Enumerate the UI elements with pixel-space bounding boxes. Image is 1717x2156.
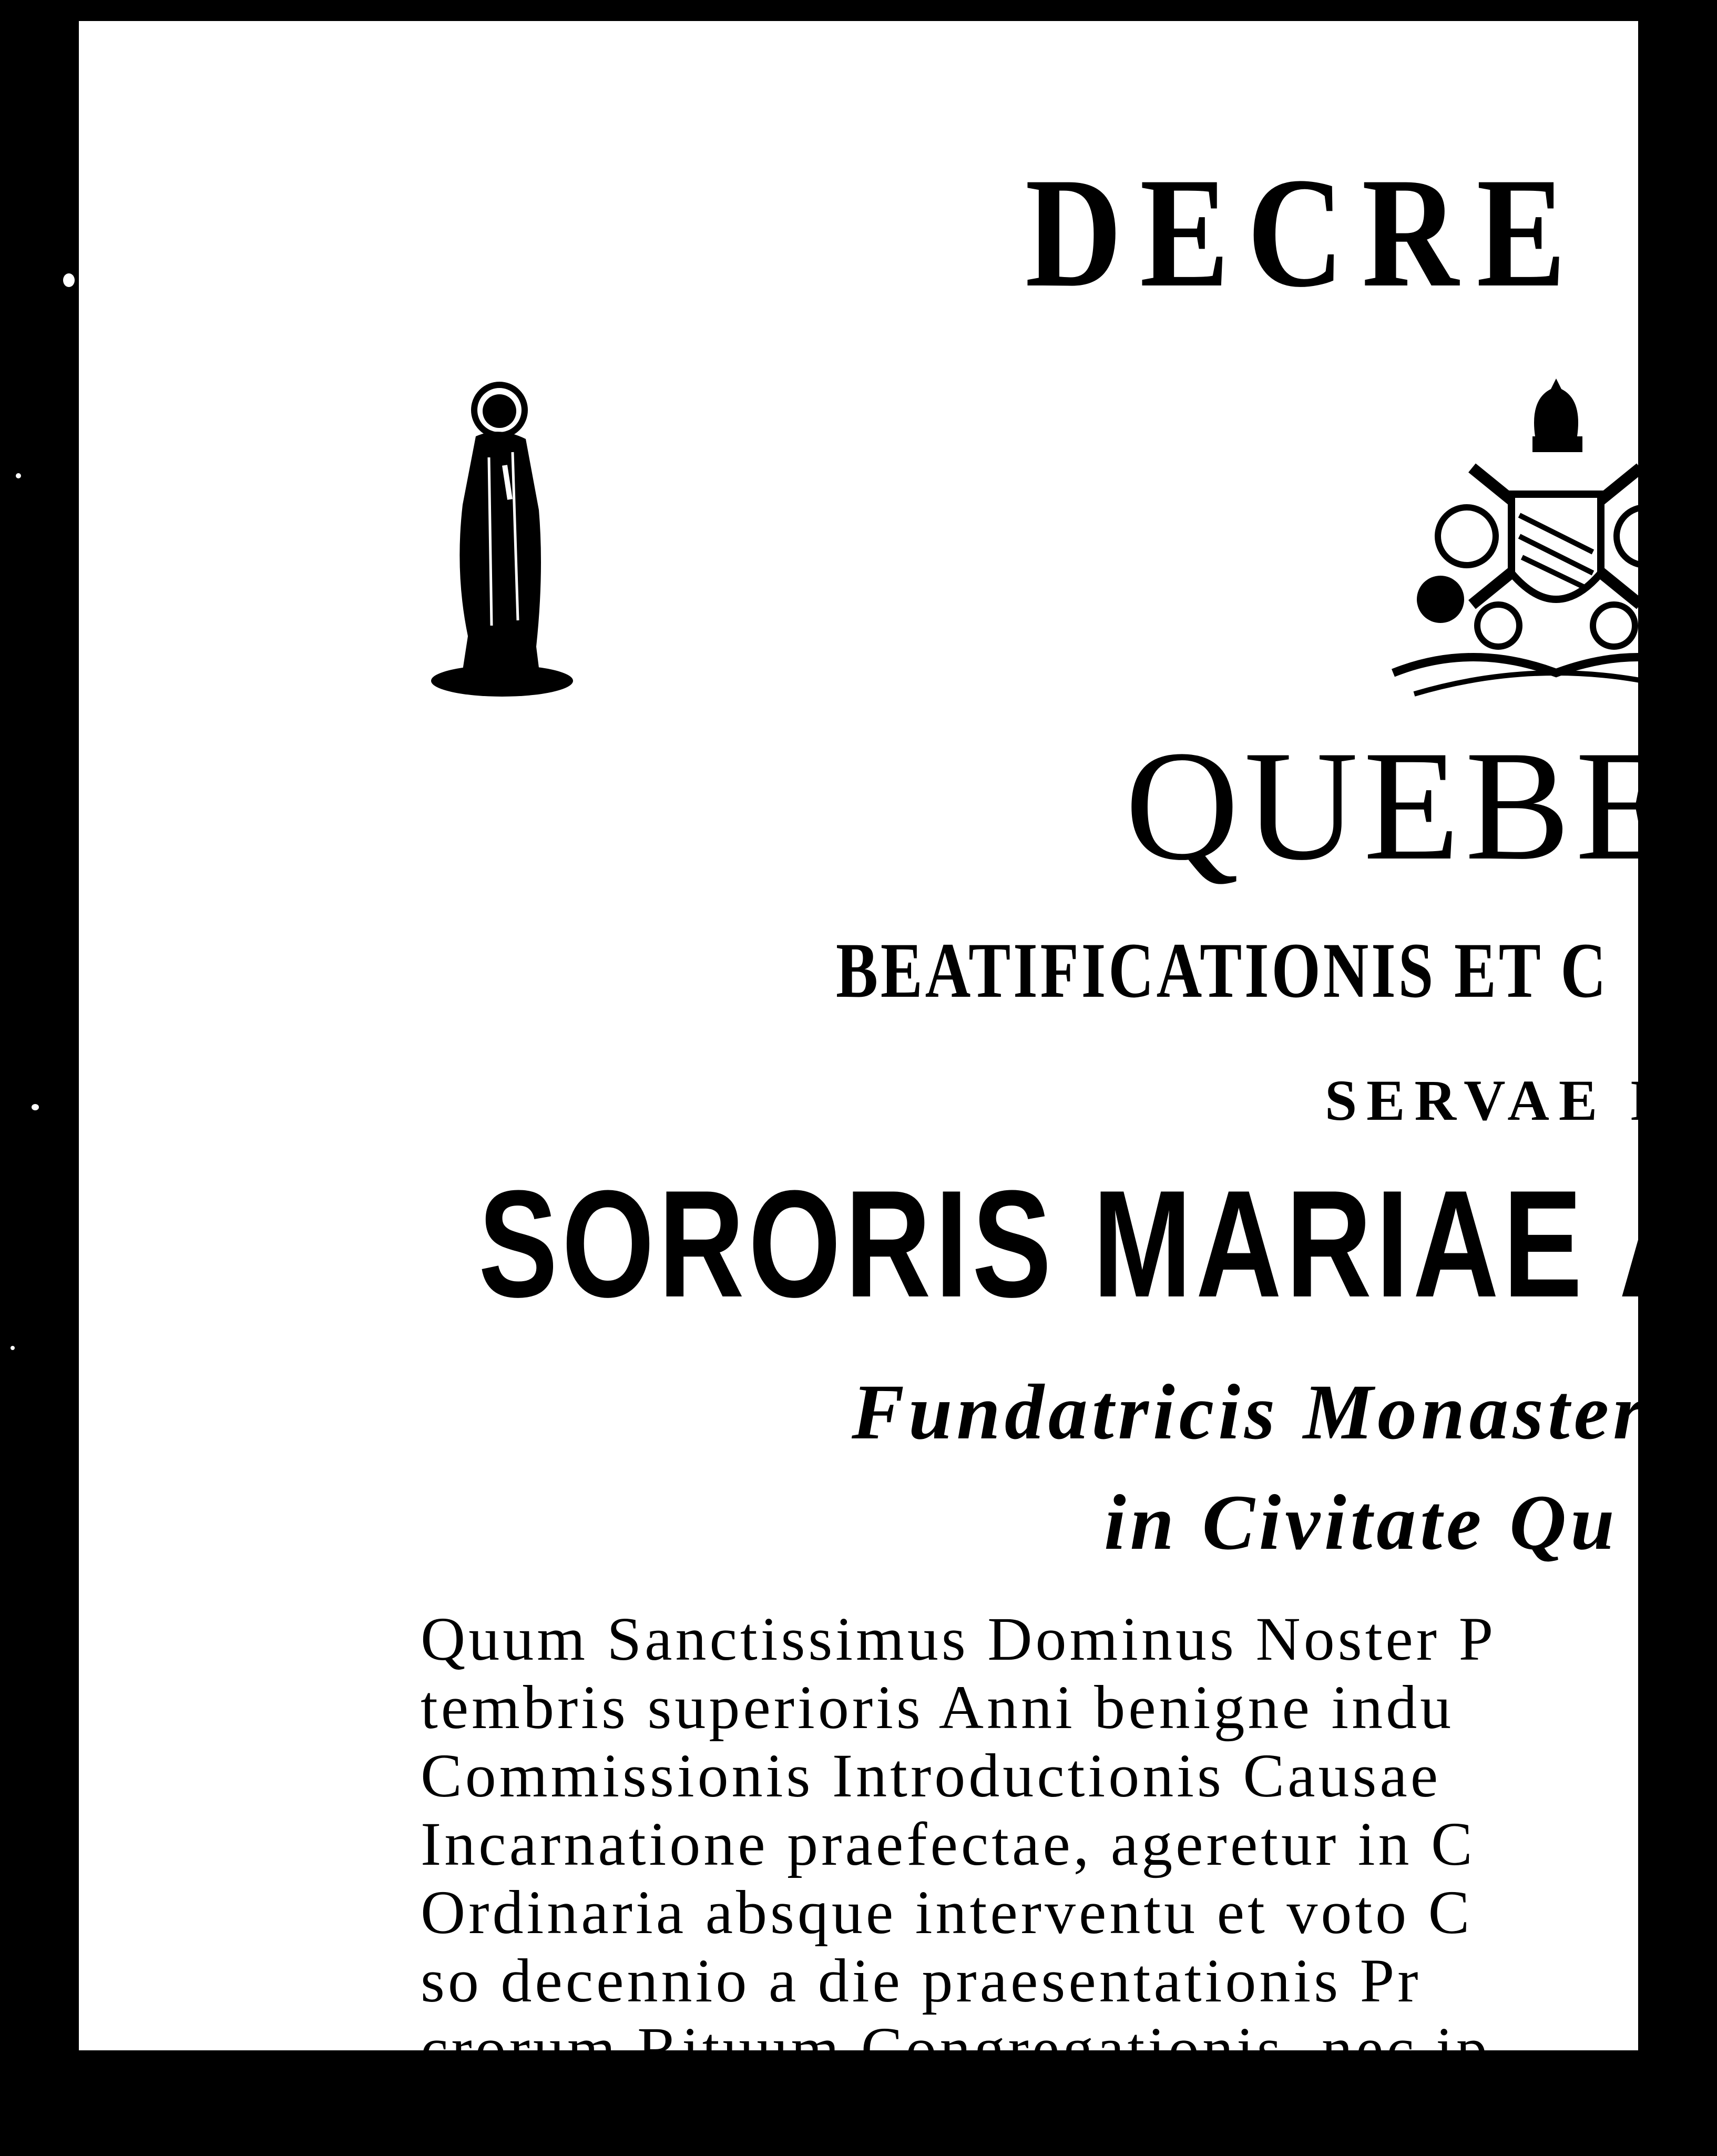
- body-line: Commissionis Introductionis Causae: [421, 1741, 1442, 1810]
- document-servae: SERVAE D: [1325, 1068, 1682, 1132]
- body-line: crorum Rituum Congregationis, nec ip: [421, 2015, 1490, 2083]
- document-fundatricis-2: in Civitate Qu: [1104, 1479, 1619, 1566]
- body-line: Incarnatione praefectae, ageretur in C: [421, 1810, 1476, 1878]
- document-city: QUEBE: [1125, 718, 1677, 893]
- body-line: tembris superioris Anni benigne indu: [421, 1673, 1455, 1742]
- document-page: [79, 21, 1709, 2154]
- scan-speck: [11, 1346, 15, 1350]
- body-line: so decennio a die praesentationis Pr: [421, 1946, 1422, 2015]
- document-fundatricis-1: Fundatricis Monaster: [852, 1368, 1648, 1456]
- body-line: incarnatione praefectae, ageretur in: [484, 2086, 1473, 2154]
- scan-speck: [32, 1104, 39, 1110]
- scan-speck: [16, 473, 21, 478]
- document-title: DECRE: [1025, 145, 1584, 320]
- body-line: Ordinaria absque interventu et voto C: [421, 1878, 1473, 1947]
- papal-crest-icon: [1393, 379, 1717, 715]
- document-name: SORORIS MARIAE A: [478, 1159, 1709, 1329]
- body-line: Quum Sanctissimus Dominus Noster P: [421, 1605, 1497, 1673]
- scan-speck: [63, 273, 75, 287]
- saint-figure-icon: [426, 373, 578, 699]
- document-subtitle: BEATIFICATIONIS ET C: [836, 927, 1609, 1014]
